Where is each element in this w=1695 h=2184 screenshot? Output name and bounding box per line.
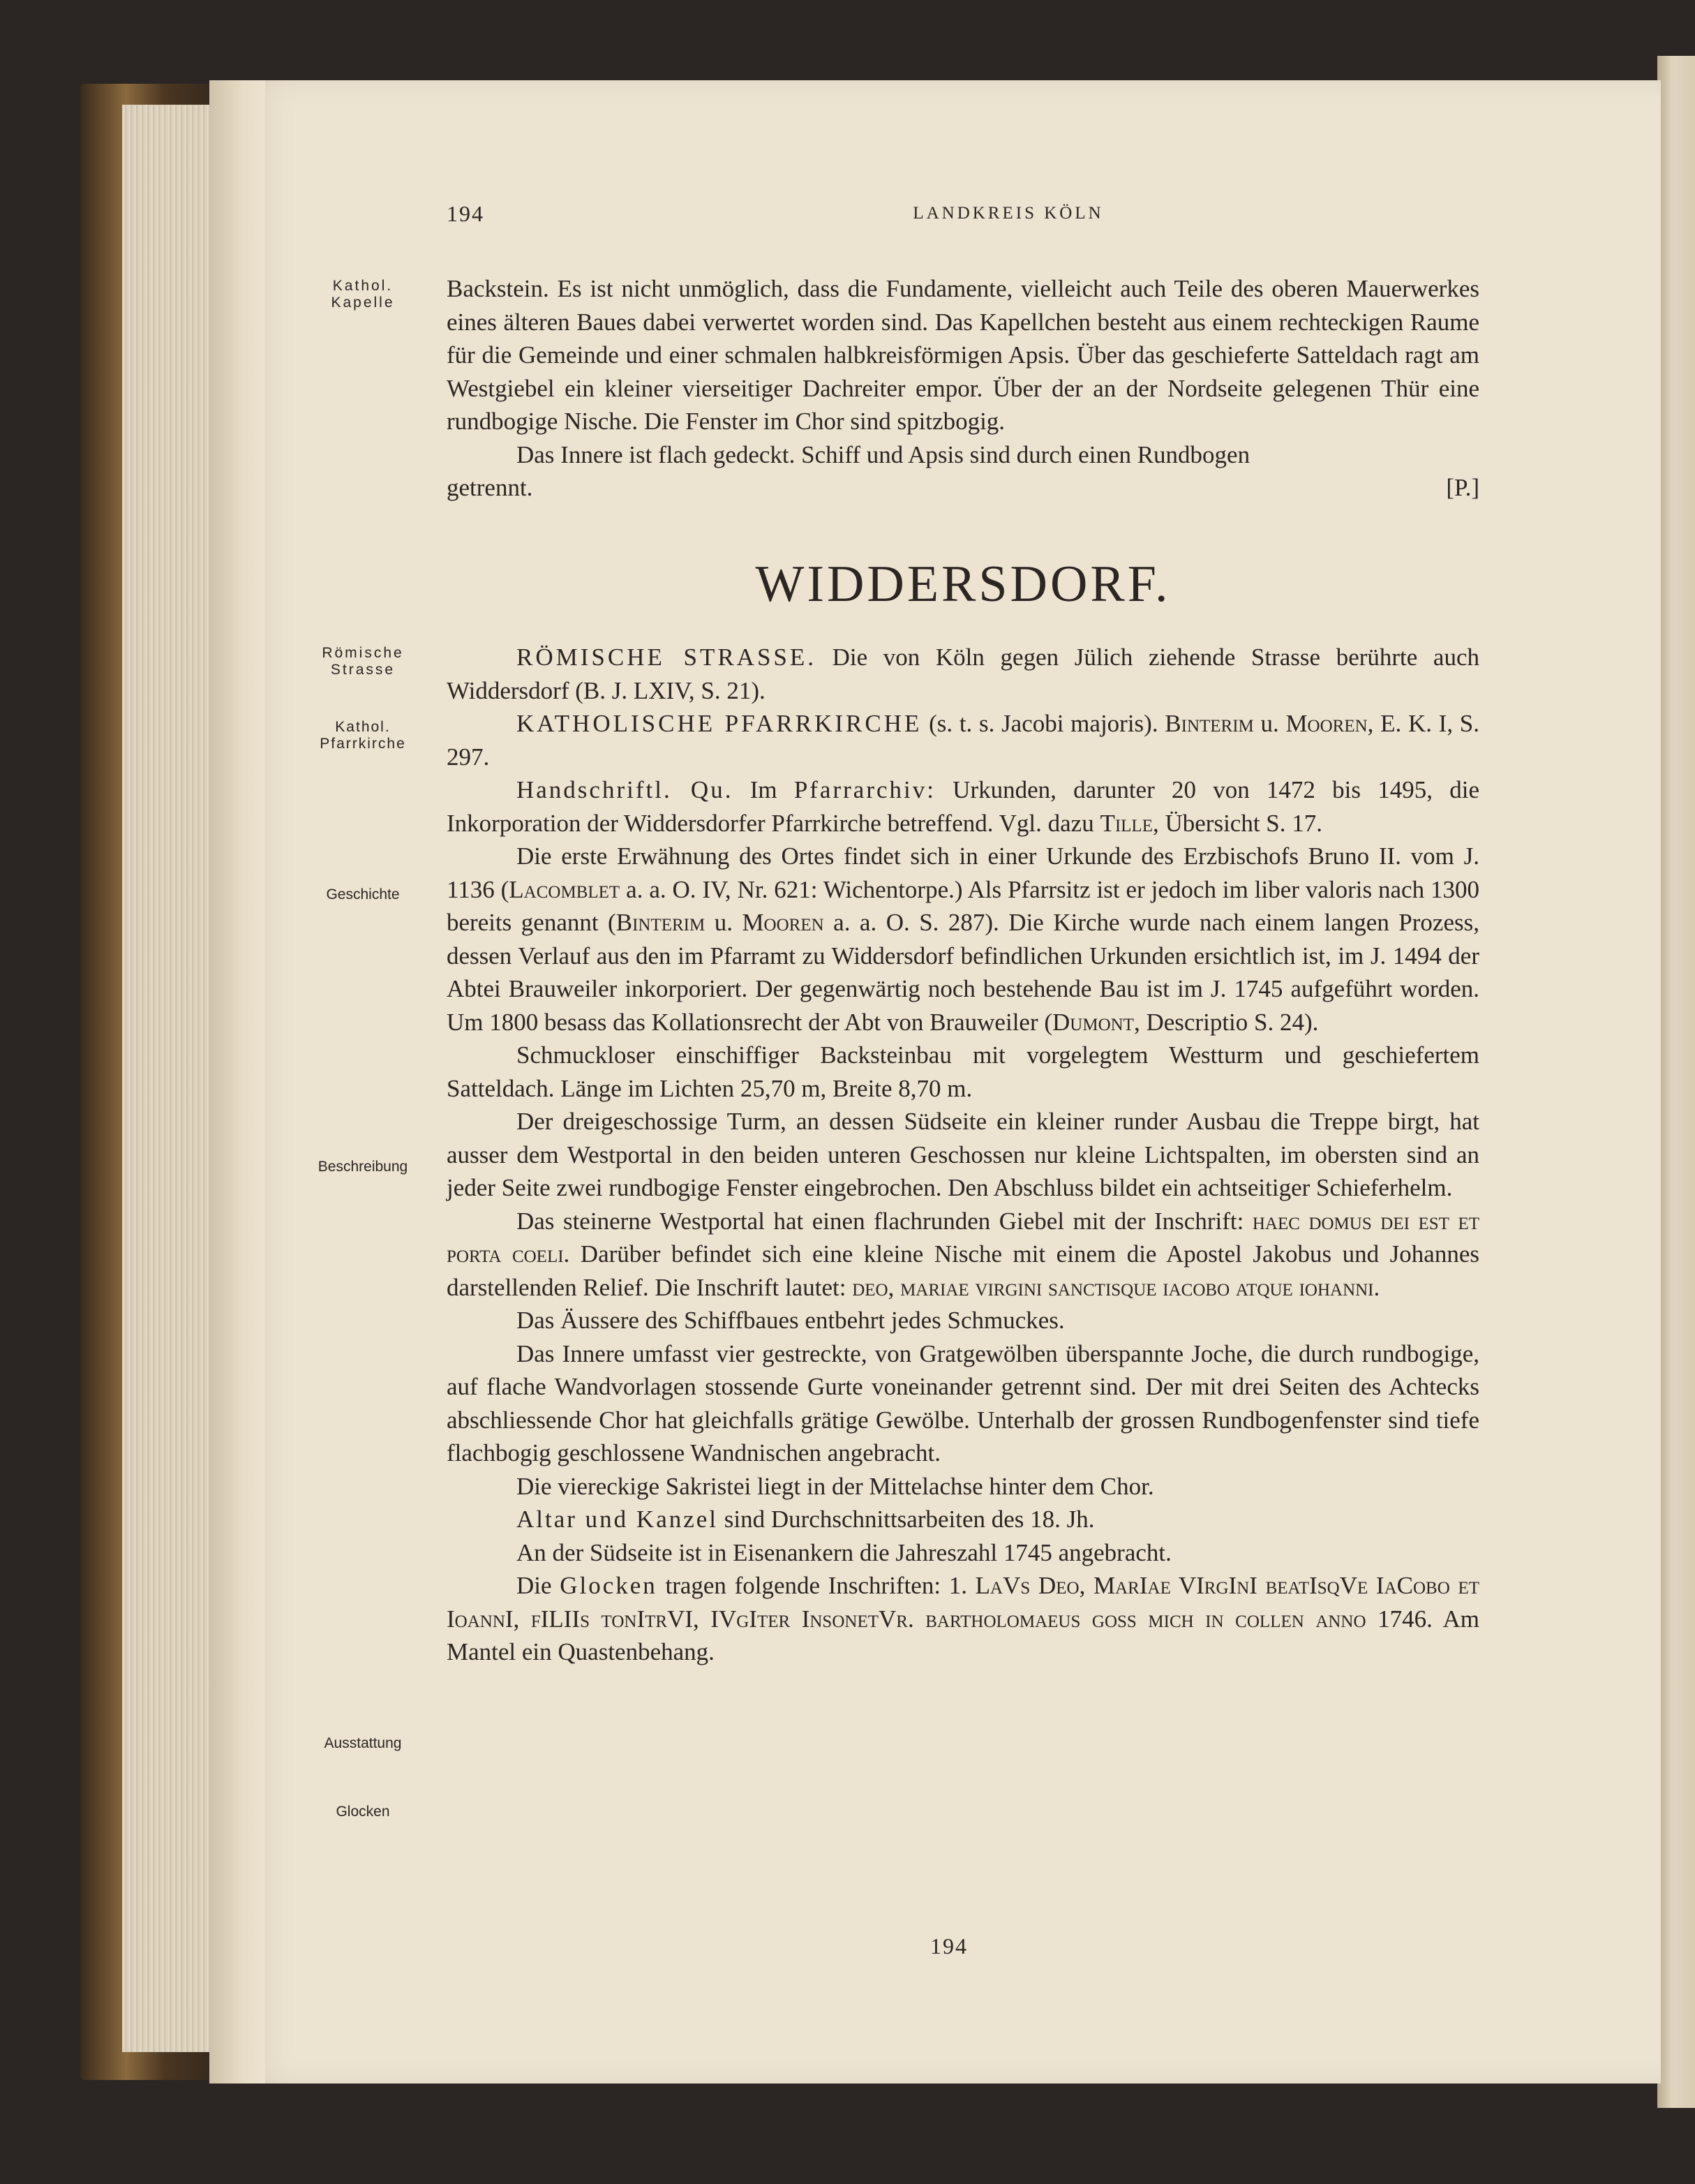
author-binterim: Binterim [1165, 710, 1254, 737]
running-title: LANDKREIS KÖLN [913, 204, 1104, 223]
glocken-text-1: Die [516, 1572, 560, 1599]
page-number-bottom: 194 [930, 1933, 968, 1959]
margin-note-line: Pfarrkirche [320, 736, 406, 752]
glocken-paragraph [447, 1569, 1479, 1669]
relief-inscription: deo, mariae virgini sanctisque iacobo atque iohanni. [852, 1273, 1380, 1301]
author-mooren: Mooren [742, 909, 824, 936]
pfarrkirche-lead: KATHOLISCHE PFARRKIRCHE [516, 710, 923, 737]
margin-note-glocken: Glocken [336, 1804, 390, 1820]
kapelle-closing-line [447, 471, 1479, 505]
margin-note-line: Römische [322, 645, 404, 661]
pfarrkirche-text-3: , E. K. I, S. 297. [447, 710, 1480, 771]
beschreibung-paragraph-4: Das Äussere des Schiffbaues entbehrt jedes Schmuckes. [516, 1307, 1065, 1334]
margin-note-geschichte: Geschichte [326, 886, 400, 902]
beschreibung-paragraph-6: Die viereckige Sakristei liegt in der Mittelachse hinter dem Chor. [516, 1472, 1154, 1500]
kapelle-section [447, 272, 1479, 505]
portal-inscription: haec domus dei est et porta coeli. [447, 1207, 1479, 1268]
bell-inscription: 1. LaVs Deo, MarIae VIrgInI beatIsqVe IaCobo et IoannI, fILIIs tonItrVI, IVgIter InsonetVr. bartholomaeus goss mich in collen anno [447, 1572, 1479, 1633]
ausstattung-lead: Altar und Kanzel [516, 1506, 719, 1533]
beschreibung-paragraph-3 [447, 1205, 1479, 1305]
beschreibung-paragraph-2: Der dreigeschossige Turm, an dessen Südseite ein kleiner runder Ausbau die Treppe birgt, hat ausser dem Westportal in den beiden unteren Geschossen nur kleine Lichtspalten, im obersten sind an jeder Seite zwei rundbogige Fenster eingebrochen. Den Abschluss bildet ein achtseitiger Schieferhelm. [447, 1108, 1479, 1201]
margin-note-kathol-pfarrkirche [293, 719, 433, 752]
page-gutter [209, 80, 265, 2083]
ausstattung-paragraph [447, 1503, 1479, 1536]
beschreibung-paragraph-1: Schmuckloser einschiffiger Backsteinbau mit vorgelegtem Westturm und geschiefertem Satteldach. Länge im Lichten 25,70 m, Breite 8,70 m. [447, 1041, 1479, 1102]
glocken-lead: Glocken [560, 1572, 657, 1599]
geschichte-text-4: a. a. O. S. 287). Die Kirche wurde nach einem langen Prozess, dessen Verlauf aus den im Pfarramt zu Widdersdorf befindlichen Urkunden ersichtlich ist, im J. 1494 der Abtei Brauweiler inkorporiert. Der gegenwärtig noch bestehende Bau ist im J. 1745 aufgeführt worden. Um 1800 besass das Kollationsrecht der Abt von Brauweiler ( [447, 909, 1479, 1036]
pfarrarchiv-label: Pfarrarchiv: [793, 776, 936, 803]
facing-page-edge [1657, 56, 1695, 2108]
place-heading: WIDDERSDORF. [755, 556, 1171, 613]
kapelle-paragraph-1: Backstein. Es ist nicht unmöglich, dass die Fundamente, vielleicht auch Teile des oberen Mauerwerkes eines älteren Baues dabei verwertet worden sind. Das Kapellchen besteht aus einem rechteckigen Raume für die Gemeinde und einer schmalen halbkreisförmigen Apsis. Über das geschieferte Satteldach ragt am Westgiebel ein kleiner vierseitiger Dachreiter empor. Über der an der Nordseite gelegenen Thür eine rundbogige Nische. Die Fenster im Chor sind spitzbogig. [447, 275, 1479, 435]
relief-text: Darüber befindet sich eine kleine Nische mit einem die Apostel Jakobus und Johannes darstellenden Relief. Die Inschrift lautet: [447, 1240, 1479, 1301]
handschriftl-text-2: , Übersicht S. 17. [1152, 809, 1323, 837]
author-tille: Tille [1100, 809, 1153, 837]
author-binterim: Binterim [615, 909, 705, 936]
kapelle-paragraph-2-end: getrennt. [447, 474, 533, 501]
author-signature: [P.] [1446, 474, 1479, 501]
margin-note-line: Kapelle [331, 295, 395, 311]
margin-note-line: Strasse [330, 662, 396, 678]
handschriftl-text-1: Urkunden, darunter 20 von 1472 bis 1495, die Inkorporation der Widdersdorfer Pfarrkirche betreffend. Vgl. dazu [447, 776, 1479, 837]
author-mooren: Mooren [1285, 710, 1368, 737]
running-head [447, 201, 1486, 229]
margin-note-ausstattung: Ausstattung [324, 1735, 402, 1751]
glocken-text-2: tragen folgende Inschriften: [657, 1572, 949, 1599]
pfarrkirche-paragraph [447, 707, 1479, 773]
margin-note-kathol-kapelle [293, 278, 433, 311]
pfarrkirche-text-1: (s. t. s. Jacobi majoris). [922, 710, 1165, 737]
roemische-strasse-text: Die von Köln gegen Jülich ziehende Strasse berührte auch Widdersdorf (B. J. LXIV, S. 21). [447, 644, 1479, 704]
page-number-top: 194 [447, 201, 484, 226]
roemische-strasse-lead: RÖMISCHE STRASSE. [516, 644, 817, 671]
roemische-strasse-paragraph [447, 641, 1479, 707]
glocken-text-3: 1746. Am Mantel ein Quastenbehang. [447, 1605, 1479, 1665]
handschriftl-paragraph [447, 773, 1479, 840]
geschichte-text-2: a. a. O. IV, Nr. 621: Wichentorpe.) Als Pfarrsitz ist er jedoch im liber valoris nach 1300 bereits genannt ( [447, 875, 1480, 936]
handschriftl-lead: Handschriftl. Qu. [516, 776, 733, 803]
margin-note-line: Kathol. [335, 719, 391, 735]
geschichte-text-5: , Descriptio S. 24). [1133, 1008, 1319, 1036]
geschichte-text-1: Die erste Erwähnung des Ortes findet sich in einer Urkunde des Erzbischofs Bruno II. vom J. 1136 ( [447, 842, 1479, 903]
author-dumont: Dumont [1052, 1008, 1134, 1036]
geschichte-paragraph [447, 840, 1479, 1039]
widdersdorf-body [447, 641, 1479, 1669]
margin-note-line: Kathol. [332, 278, 394, 294]
pfarrkirche-text-2: u. [1253, 710, 1286, 737]
ausstattung-text: sind Durchschnittsarbeiten des 18. Jh. [718, 1506, 1095, 1533]
kapelle-paragraph-2: Das Innere ist flach gedeckt. Schiff und Apsis sind durch einen Rundbogen [516, 440, 1250, 468]
geschichte-text-3: u. [705, 909, 742, 936]
author-lacomblet: Lacomblet [509, 875, 620, 903]
margin-note-beschreibung: Beschreibung [318, 1159, 408, 1175]
westportal-text: Das steinerne Westportal hat einen flachrunden Giebel mit der Inschrift: [516, 1207, 1253, 1235]
handschriftl-mid: Im [733, 776, 794, 803]
jahreszahl-paragraph: An der Südseite ist in Eisenankern die Jahreszahl 1745 angebracht. [516, 1538, 1172, 1566]
margin-note-roemische-strasse [293, 645, 433, 678]
beschreibung-paragraph-5: Das Innere umfasst vier gestreckte, von Gratgewölben überspannte Joche, die durch rundbogige, auf flache Wandvorlagen stossende Gurte voneinander getrennt sind. Der mit drei Seiten des Achtecks abschliessende Chor hat gleichfalls grätige Gewölbe. Unterhalb der grossen Rundbogenfenster sind tiefe flachbogig geschlossene Wandnischen angebracht. [447, 1339, 1479, 1466]
